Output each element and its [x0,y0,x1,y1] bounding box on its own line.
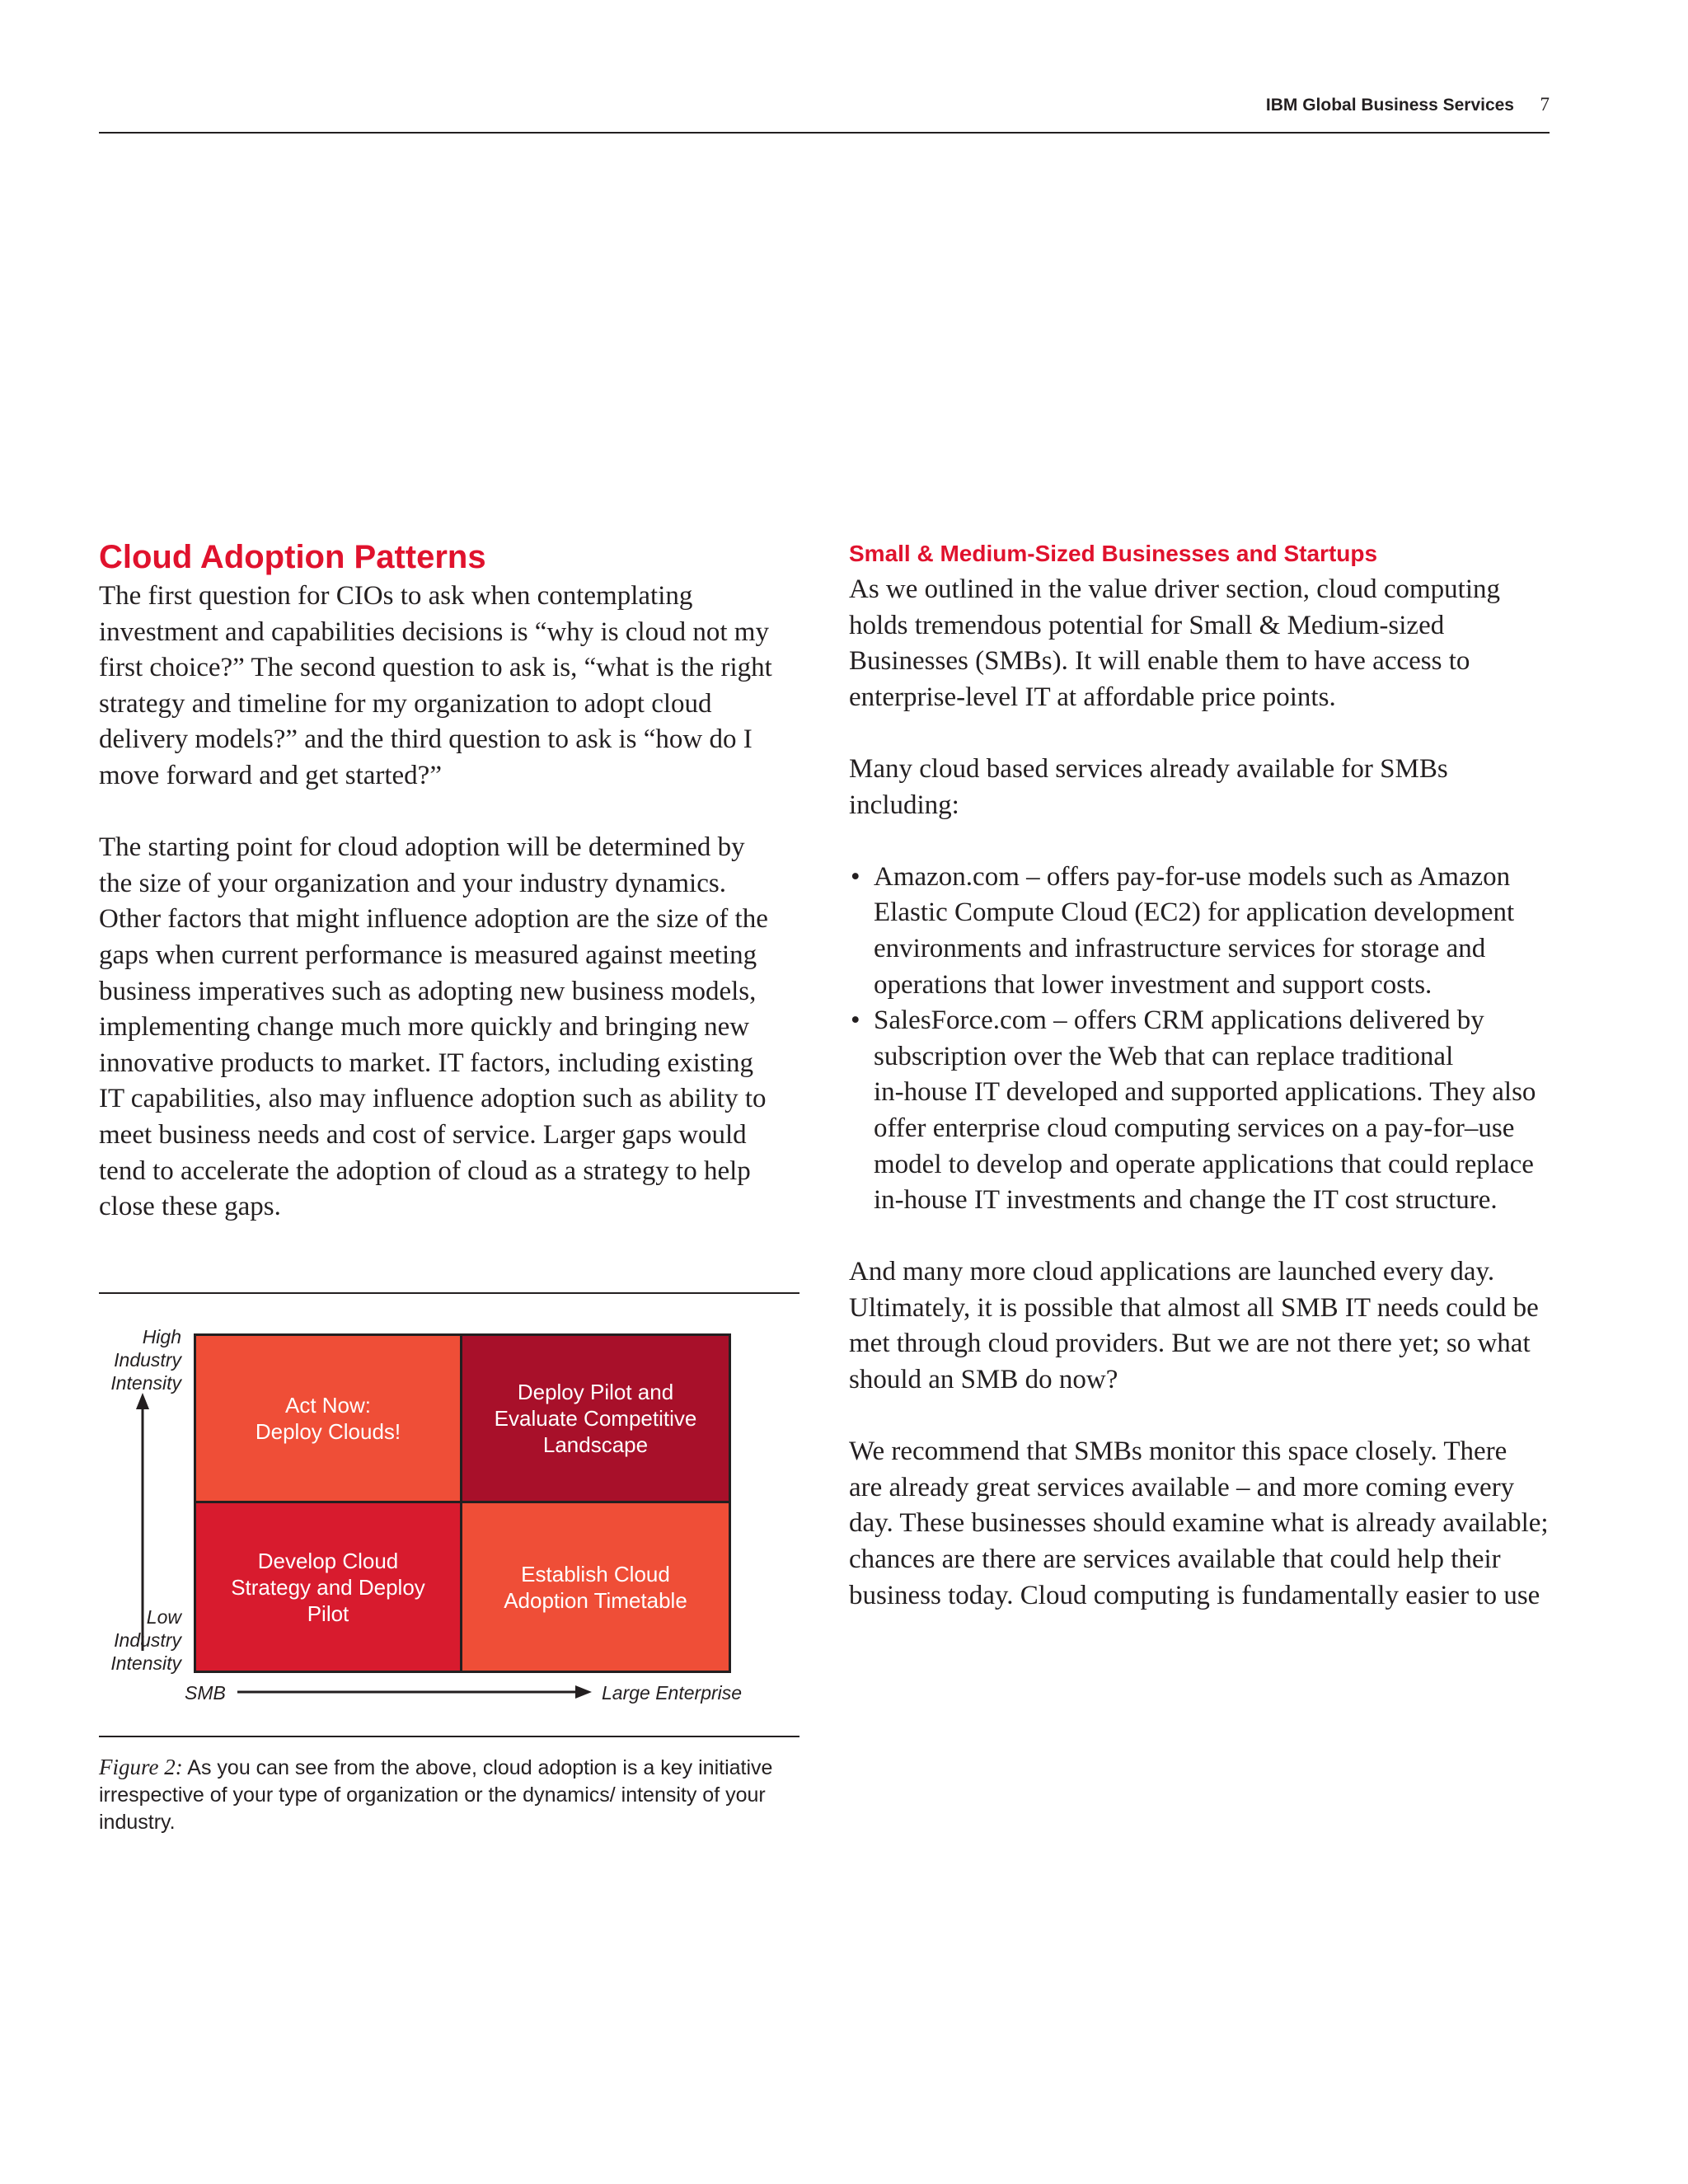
smb-subtitle: Small & Medium-Sized Businesses and Startups [849,541,1378,566]
caption-text: As you can see from the above, cloud adoption is a key initiative irrespective of your type of organization or the dynamics/ intensity of your industry. [99,1756,773,1834]
smb-intro-paragraph [849,572,1558,715]
services-paragraph [849,752,1558,823]
text-line: strategy and timeline for my organization to adopt cloud [99,688,712,719]
text-line: subscription over the Web that can replace traditional [874,1041,1454,1071]
x-axis-large-label: Large Enterprise [602,1682,743,1704]
adoption-paragraph [99,830,799,1226]
quadrant-label: Act Now: Deploy Clouds! [255,1393,401,1444]
paragraph-gap [99,794,799,831]
text-line: Other factors that might influence adoption are the size of the [99,904,768,935]
text-line: The first question for CIOs to ask when contemplating [99,581,693,611]
text-line: business imperatives such as adopting new business models, [99,976,757,1006]
text-line: offer enterprise cloud computing services on a pay-for–use [874,1113,1515,1143]
text-line: Many cloud based services already available for SMBs [849,753,1448,784]
text-line: SalesForce.com – offers CRM applications delivered by [874,1005,1484,1036]
text-line: tend to accelerate the adoption of cloud as a strategy to help [99,1155,751,1186]
quadrant-matrix [194,1333,731,1673]
text-line: meet business needs and cost of service. Larger gaps would [99,1119,747,1150]
text-line: the size of your organization and your industry dynamics. [99,868,726,898]
text-line: in-house IT developed and supported applications. They also [874,1077,1536,1108]
left-column [99,536,799,1226]
quadrant-deploy-pilot [462,1336,729,1503]
text-line: investment and capabilities decisions is “why is cloud not my [99,616,769,647]
text-line: implementing change much more quickly and bringing new [99,1012,750,1043]
right-column [849,536,1558,1614]
quadrant-label: Establish Cloud Adoption Timetable [504,1561,687,1613]
text-line: close these gaps. [99,1192,281,1222]
text-line: holds tremendous potential for Small & Medium-sized [849,610,1445,640]
recommendation-paragraph [849,1434,1558,1614]
text-line: in-house IT investments and change the IT cost structure. [874,1185,1498,1216]
figure-bottom-rule [99,1736,799,1737]
text-line: gaps when current performance is measured against meeting [99,940,757,970]
caption-lead: Figure 2: [99,1755,183,1779]
text-line: day. These businesses should examine what is already available; [849,1508,1549,1539]
text-line: Elastic Compute Cloud (EC2) for application development [874,898,1515,928]
x-axis-smb-label: SMB [185,1682,226,1704]
x-axis-arrowhead [575,1685,592,1699]
quadrant-develop-strategy [196,1503,462,1671]
bullet-icon: • [851,861,860,892]
paragraph-gap [849,1219,1558,1255]
quadrant-label: Deploy Pilot and Evaluate Competitive Landscape [494,1380,697,1457]
text-line: enterprise-level IT at affordable price points. [849,682,1336,712]
paragraph-gap [849,823,1558,860]
text-line: chances are there are services available that could help their [849,1544,1501,1575]
text-line: And many more cloud applications are launched every day. [849,1257,1495,1287]
page-number: 7 [1540,94,1550,115]
y-axis-high-label: High Industry Intensity [110,1326,181,1394]
bullet-icon: • [851,1005,860,1036]
text-line: first choice?” The second question to ask is, “what is the right [99,653,772,683]
list-item-amazon [849,860,1558,1003]
text-line: are already great services available – and more coming every [849,1472,1515,1502]
text-line: model to develop and operate applications that could replace [874,1149,1534,1179]
text-line: We recommend that SMBs monitor this space closely. There [849,1436,1507,1467]
text-line: met through cloud providers. But we are not there yet; so what [849,1329,1531,1359]
text-line: Businesses (SMBs). It will enable them to have access to [849,646,1470,677]
paragraph-gap [849,715,1558,752]
intro-paragraph [99,579,799,794]
quadrant-establish-timetable [462,1503,729,1671]
figure-caption [99,1754,799,1836]
more-apps-paragraph [849,1254,1558,1398]
list-item-salesforce [849,1003,1558,1219]
text-line: should an SMB do now? [849,1365,1118,1395]
y-axis-arrowhead [136,1393,149,1409]
running-head [99,92,1550,134]
adoption-matrix-figure [99,1292,799,1836]
text-line: including: [849,790,959,820]
text-line: operations that lower investment and support costs. [874,969,1432,1000]
text-line: The starting point for cloud adoption will be determined by [99,832,745,863]
quadrant-label: Develop Cloud Strategy and Deploy Pilot [231,1548,425,1626]
text-line: Ultimately, it is possible that almost all SMB IT needs could be [849,1292,1539,1323]
text-line: Amazon.com – offers pay-for-use models such as Amazon [874,861,1511,892]
text-line: innovative products to market. IT factors, including existing [99,1047,753,1078]
text-line: move forward and get started?” [99,760,442,790]
text-line: business today. Cloud computing is fundamentally easier to use [849,1580,1540,1610]
y-axis-low-label: Low Industry Intensity [110,1606,181,1674]
text-line: As we outlined in the value driver section, cloud computing [849,574,1500,604]
quadrant-act-now [196,1336,462,1503]
section-title: Cloud Adoption Patterns [99,539,486,575]
services-list [849,860,1558,1219]
text-line: delivery models?” and the third question to ask is “how do I [99,724,753,755]
running-head-title: IBM Global Business Services [1265,96,1514,115]
paragraph-gap [849,1399,1558,1435]
text-line: environments and infrastructure services for storage and [874,933,1486,963]
text-line: IT capabilities, also may influence adoption such as ability to [99,1084,767,1114]
